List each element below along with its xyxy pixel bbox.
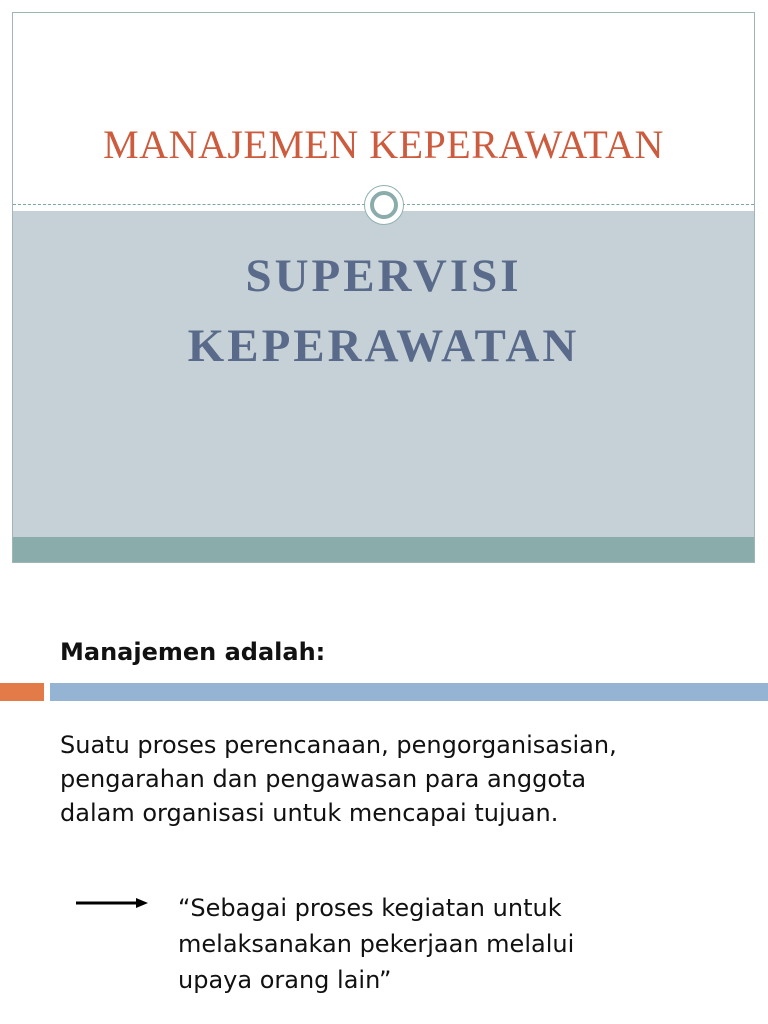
ring-ornament-icon bbox=[364, 185, 404, 225]
title-slide bbox=[12, 12, 755, 563]
accent-bar-blue bbox=[50, 683, 768, 701]
footer-bar bbox=[13, 537, 754, 563]
slide-title: MANAJEMEN KEPERAWATAN bbox=[103, 122, 664, 167]
definition-line-3: dalam organisasi untuk mencapai tujuan. bbox=[60, 799, 559, 827]
subtitle-line-2: KEPERAWATAN bbox=[187, 320, 580, 372]
quote-line-1: “Sebagai proses kegiatan untuk bbox=[178, 894, 562, 922]
definition-line-2: pengarahan dan pengawasan para anggota bbox=[60, 765, 587, 793]
slide-subtitle bbox=[13, 241, 754, 381]
definition-line-1: Suatu proses perencanaan, pengorganisasian, bbox=[60, 731, 617, 759]
accent-bar-orange bbox=[0, 683, 44, 701]
quote-line-3: upaya orang lain” bbox=[178, 966, 392, 994]
title-area bbox=[13, 13, 754, 209]
ring-ornament-inner bbox=[370, 191, 398, 219]
right-arrow-icon bbox=[76, 895, 148, 911]
definition-text bbox=[60, 728, 760, 830]
quote-text bbox=[178, 890, 758, 998]
quote-line-2: melaksanakan pekerjaan melalui bbox=[178, 930, 575, 958]
subtitle-line-1: SUPERVISI bbox=[245, 250, 522, 302]
definition-heading: Manajemen adalah: bbox=[60, 638, 326, 666]
